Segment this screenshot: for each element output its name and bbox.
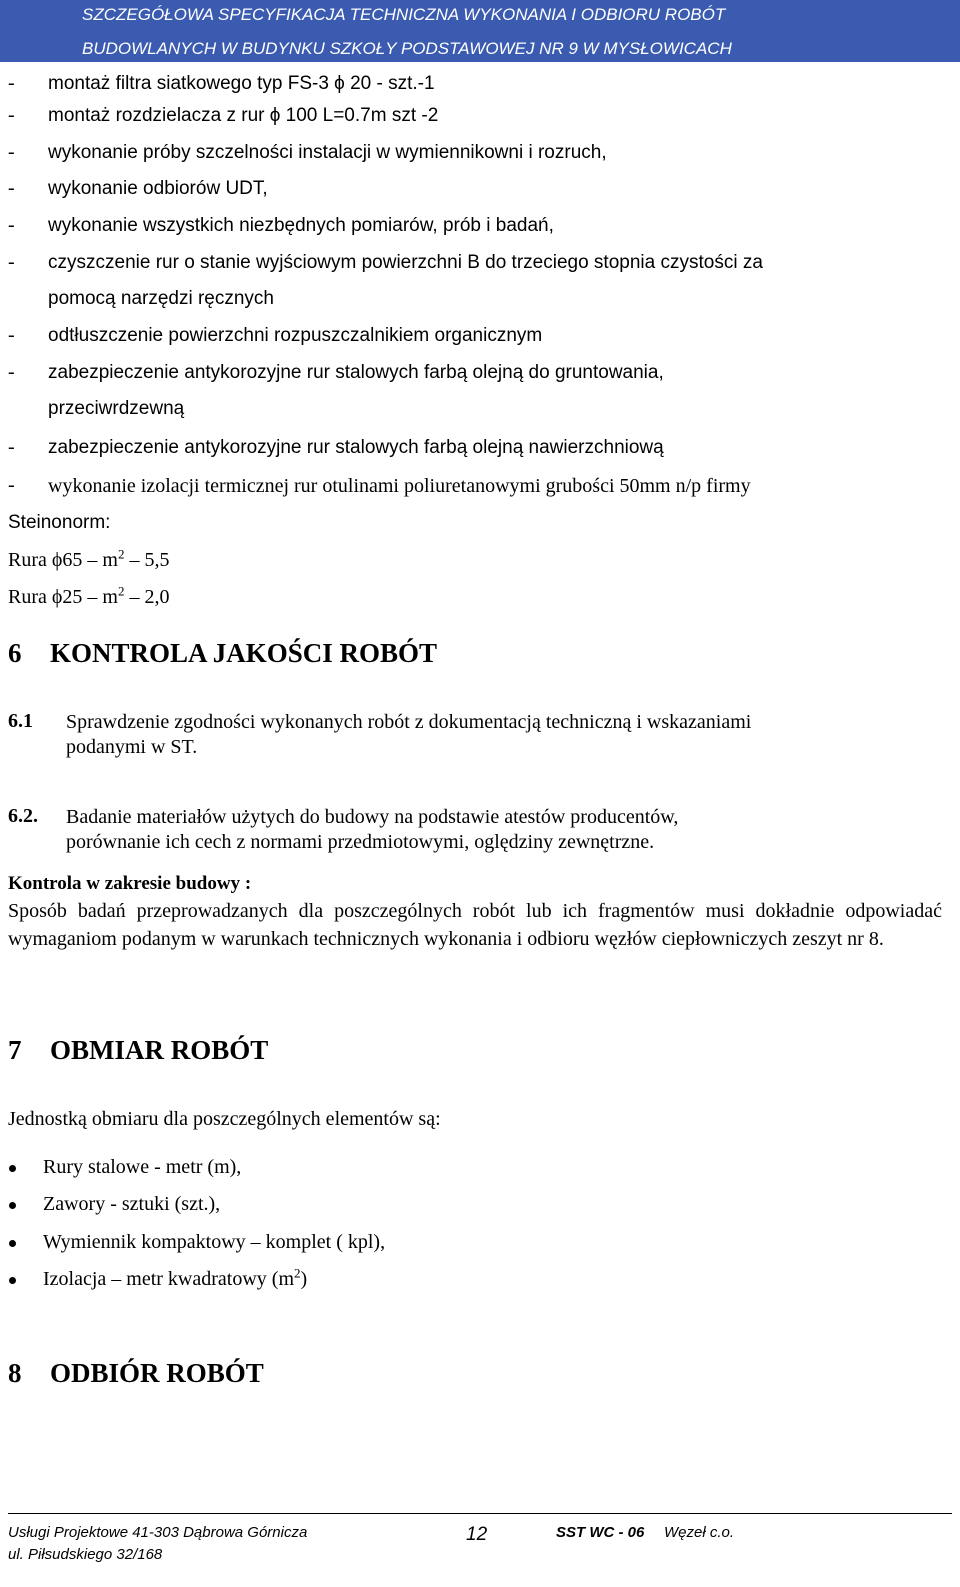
list-item: odtłuszczenie powierzchni rozpuszczalnikiem organicznym <box>48 325 543 346</box>
subsection-line: Badanie materiałów użytych do budowy na podstawie atestów producentów, <box>66 806 679 828</box>
subsection-text <box>66 805 678 855</box>
list-item: montaż rozdzielacza z rur ϕ 100 L=0.7m szt -2 <box>48 105 439 126</box>
list-item-text-end: ) <box>300 1268 308 1290</box>
bullet-icon <box>9 1240 16 1247</box>
list-dash: - <box>8 361 15 383</box>
document-subject: Węzeł c.o. <box>664 1524 735 1541</box>
subsection-text <box>66 710 751 760</box>
header-title-line2: BUDOWLANYCH W BUDYNKU SZKOŁY PODSTAWOWEJ NR 9 W MYSŁOWICACH <box>82 39 732 58</box>
bullet-icon <box>9 1277 16 1284</box>
pipe-dash: – <box>87 586 98 608</box>
subsection-number: 6.2. <box>8 805 38 827</box>
bullet-icon <box>9 1165 16 1172</box>
pipe-dash: – <box>87 549 98 571</box>
pipe-dash: – <box>129 586 140 608</box>
pipe-value: 2,0 <box>144 586 170 608</box>
list-item: zabezpieczenie antykorozyjne rur stalowych farbą olejną nawierzchniową <box>48 437 664 458</box>
header-title-line1: SZCZEGÓŁOWA SPECYFIKACJA TECHNICZNA WYKONANIA I ODBIORU ROBÓT <box>82 5 726 24</box>
section-title: ODBIÓR ROBÓT <box>50 1358 264 1388</box>
pipe-row <box>8 585 169 609</box>
list-item-text: Izolacja – metr kwadratowy (m <box>43 1268 295 1290</box>
list-item: wykonanie odbiorów UDT, <box>48 178 268 199</box>
control-paragraph: Sposób badań przeprowadzanych dla poszczególnych robót lub ich fragmentów musi dokładnie odpowiadać wymaganiom podanym w warunkach technicznych wykonania i odbioru węzłów ciepłowniczych zeszyt nr 8. <box>8 900 942 950</box>
subsection-line: Sprawdzenie zgodności wykonanych robót z dokumentacją techniczną i wskazaniami <box>66 711 752 733</box>
subsection-line: porównanie ich cech z normami przedmiotowymi, oględziny zewnętrzne. <box>66 831 655 853</box>
section-title: KONTROLA JAKOŚCI ROBÓT <box>50 638 438 668</box>
list-dash: - <box>8 141 15 163</box>
list-item: czyszczenie rur o stanie wyjściowym powierzchni B do trzeciego stopnia czystości za <box>48 252 763 273</box>
footer-divider <box>8 1513 952 1514</box>
list-dash: - <box>8 104 15 126</box>
section-number: 6 <box>8 638 22 668</box>
list-item-continuation: pomocą narzędzi ręcznych <box>48 288 274 309</box>
subsection-number: 6.1 <box>8 710 33 732</box>
section-number: 7 <box>8 1035 22 1065</box>
unit-exponent: 2 <box>294 1265 301 1281</box>
list-item: Rury stalowe - metr (m), <box>43 1156 242 1178</box>
document-code: SST WC - 06 <box>556 1524 645 1541</box>
measurement-intro: Jednostką obmiaru dla poszczególnych elementów są: <box>8 1108 441 1130</box>
list-dash: - <box>8 72 15 94</box>
list-dash: - <box>8 177 15 199</box>
list-item-continuation: przeciwrdzewną <box>48 398 185 419</box>
list-dash: - <box>8 436 15 458</box>
pipe-unit: m <box>102 549 118 571</box>
pipe-value: 5,5 <box>144 549 170 571</box>
page-header <box>0 0 960 62</box>
pipe-name: Rura ϕ25 <box>8 586 83 608</box>
steinonorm-label: Steinonorm: <box>8 512 111 533</box>
footer-address-line2: ul. Piłsudskiego 32/168 <box>8 1546 163 1563</box>
pipe-row <box>8 548 169 572</box>
pipe-unit-exponent: 2 <box>117 583 125 599</box>
pipe-unit-exponent: 2 <box>117 546 125 562</box>
list-item: wykonanie izolacji termicznej rur otulinami poliuretanowymi grubości 50mm n/p firmy <box>48 475 751 497</box>
list-item: zabezpieczenie antykorozyjne rur stalowych farbą olejną do gruntowania, <box>48 362 664 383</box>
list-dash: - <box>8 324 15 346</box>
section-title: OBMIAR ROBÓT <box>50 1035 269 1065</box>
section-8-heading <box>8 1358 264 1389</box>
list-item: montaż filtra siatkowego typ FS-3 ϕ 20 - szt.-1 <box>48 73 435 94</box>
list-item: Zawory - sztuki (szt.), <box>43 1193 221 1215</box>
list-item: wykonanie wszystkich niezbędnych pomiarów, prób i badań, <box>48 215 554 236</box>
pipe-name: Rura ϕ65 <box>8 549 83 571</box>
control-label: Kontrola w zakresie budowy : <box>8 873 252 894</box>
section-6-heading <box>8 638 437 669</box>
list-dash: - <box>8 214 15 236</box>
bullet-icon <box>9 1202 16 1209</box>
list-item: Wymiennik kompaktowy – komplet ( kpl), <box>43 1231 386 1253</box>
pipe-unit: m <box>102 586 118 608</box>
section-7-heading <box>8 1035 268 1066</box>
pipe-dash: – <box>129 549 140 571</box>
footer-address-line1: Usługi Projektowe 41-303 Dąbrowa Górnicza <box>8 1524 308 1541</box>
subsection-line: podanymi w ST. <box>66 736 198 758</box>
page-number: 12 <box>466 1524 488 1545</box>
section-number: 8 <box>8 1358 22 1388</box>
list-item <box>43 1265 308 1291</box>
list-dash: - <box>8 474 15 496</box>
list-dash: - <box>8 251 15 273</box>
list-item: wykonanie próby szczelności instalacji w wymiennikowni i rozruch, <box>48 142 607 163</box>
